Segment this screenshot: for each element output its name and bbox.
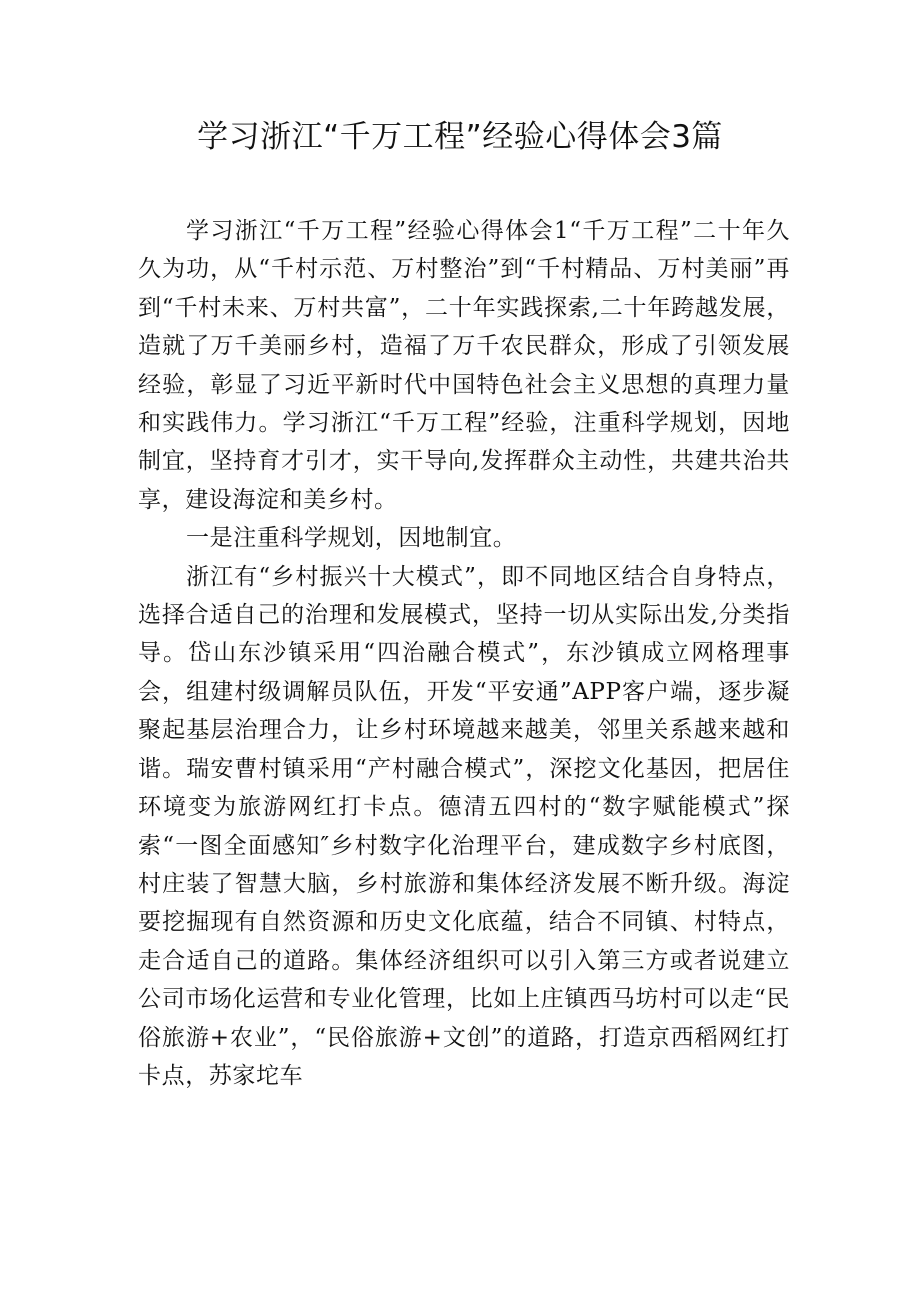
paragraph-heading-one: 一是注重科学规划，因地制宜。 (186, 525, 517, 552)
document-title: 学习浙江“千万工程”经验心得体会3篇 (197, 119, 723, 155)
paragraph-intro: 学习浙江“千万工程”经验心得体会1“千万工程”二十年久久为功，从“千村示范、万村整治”到“千村精品、万村美丽”再到“千村未来、万村共富”，二十年实践探索,二十年跨越发展，造就了万千美丽乡村，造福了万千农民群众，形成了引领发展经验，彰显了习近平新时代中国特色社会主义思想的真理力量和实践伟力。学习浙江“千万工程”经验，注重科学规划，因地制宜，坚持育才引才，实干导向,发挥群众主动性，共建共治共享，建设海淀和美乡村。 (138, 218, 790, 513)
document-body (138, 212, 790, 1095)
paragraph-zhejiang-models: 浙江有“乡村振兴十大模式”，即不同地区结合自身特点，选择合适自己的治理和发展模式，坚持一切从实际出发,分类指导。岱山东沙镇采用“四治融合模式”，东沙镇成立网格理事会，组建村级调解员队伍，开发“平安通”APP客户端，逐步凝聚起基层治理合力，让乡村环境越来越美，邻里关系越来越和谐。瑞安曹村镇采用“产村融合模式”，深挖文化基因，把居住环境变为旅游网红打卡点。德清五四村的“数字赋能模式”探索“一图全面感知″乡村数字化治理平台，建成数字乡村底图，村庄装了智慧大脑，乡村旅游和集体经济发展不断升级。海淀要挖掘现有自然资源和历史文化底蕴，结合不同镇、村特点，走合适自己的道路。集体经济组织可以引入第三方或者说建立公司市场化运营和专业化管理，比如上庄镇西马坊村可以走“民俗旅游+农业”，“民俗旅游+文创”的道路，打造京西稻网红打卡点，苏家坨车 (138, 563, 790, 1089)
